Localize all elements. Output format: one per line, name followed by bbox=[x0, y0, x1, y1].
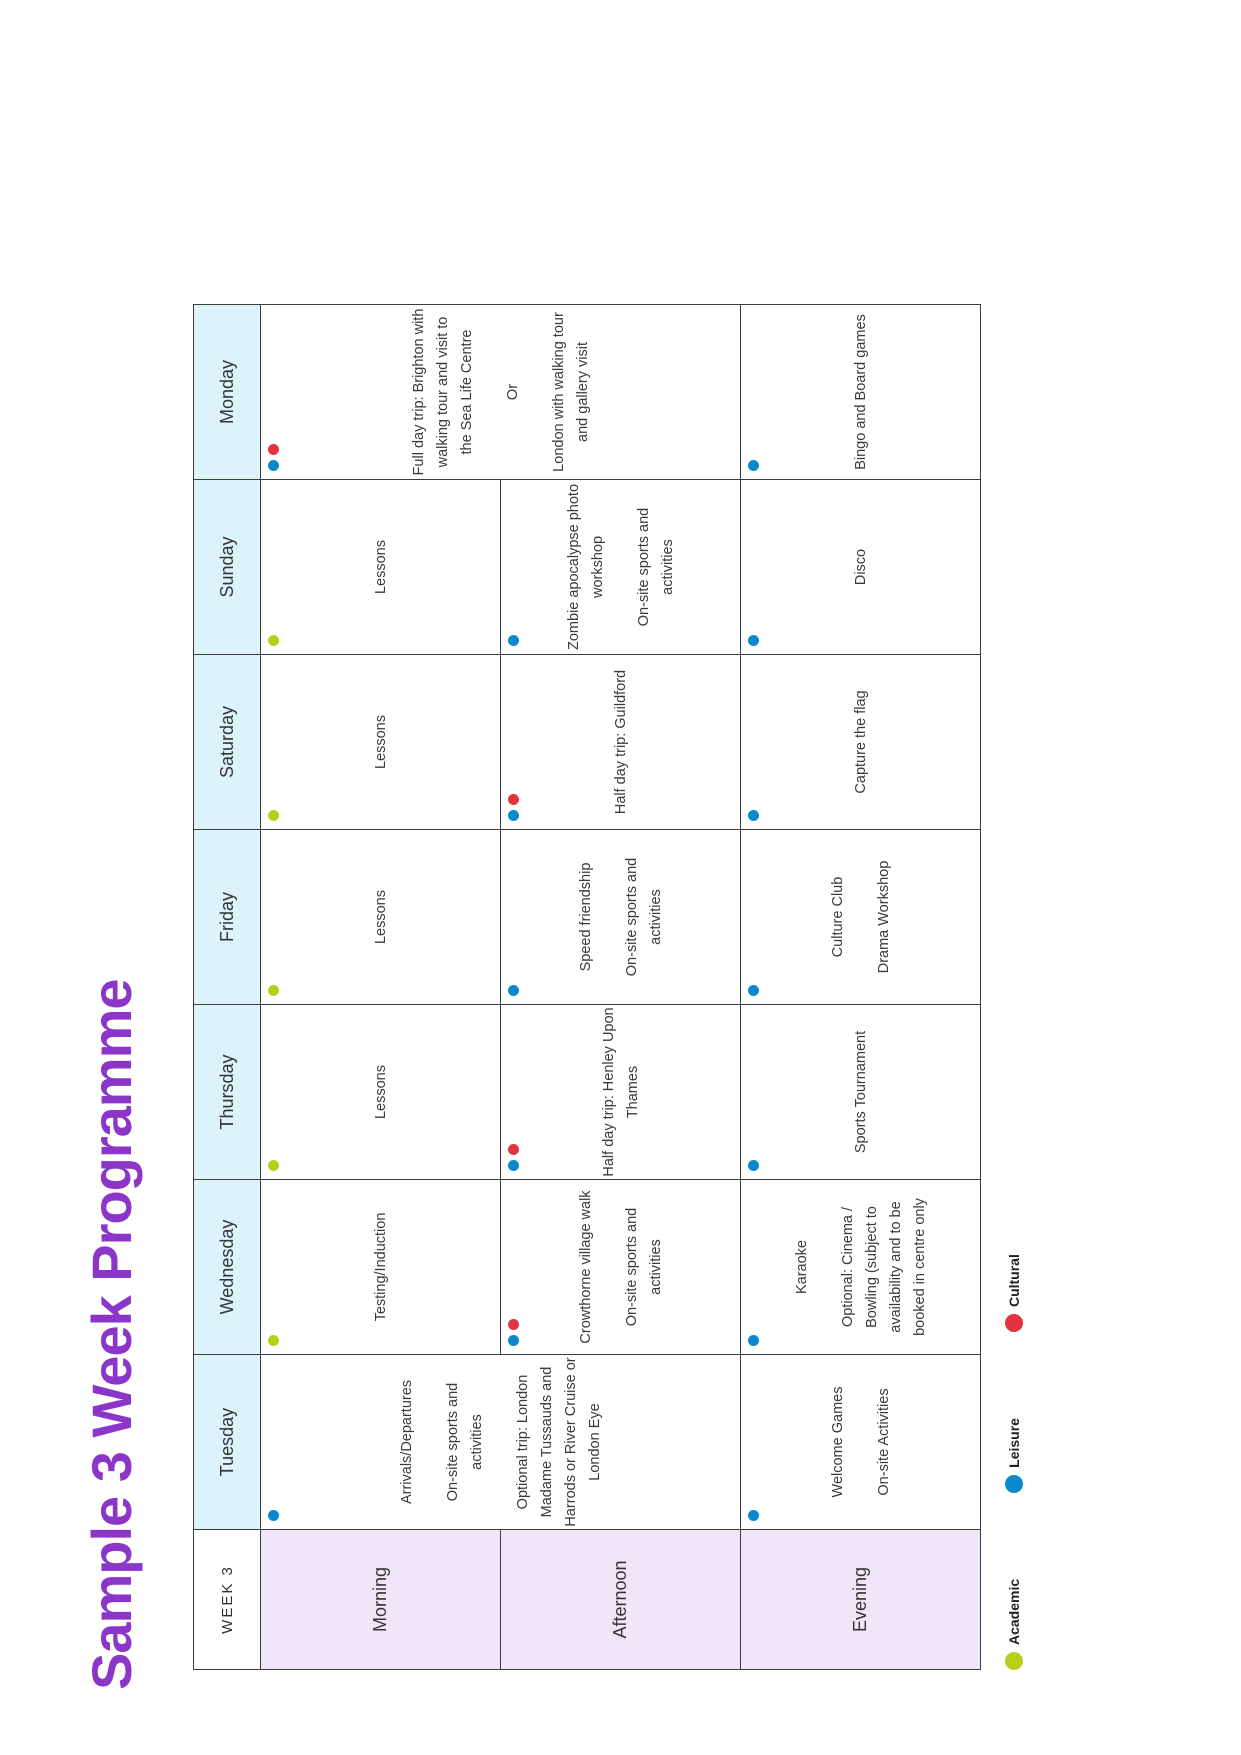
cell-wednesday-morning bbox=[261, 1180, 501, 1355]
leisure-dot-icon bbox=[748, 1335, 759, 1346]
leisure-dot-icon bbox=[748, 810, 759, 821]
activity-text: On-site sports and activities bbox=[444, 1382, 485, 1502]
day-header-thursday: Thursday bbox=[194, 1005, 261, 1180]
legend-item-academic bbox=[1005, 1579, 1023, 1670]
activity-text: Lessons bbox=[372, 1065, 389, 1120]
day-header-monday: Monday bbox=[194, 305, 261, 480]
week-label: WEEK 3 bbox=[194, 1530, 261, 1670]
category-dots bbox=[508, 794, 519, 821]
cell-saturday-morning bbox=[261, 655, 501, 830]
leisure-dot-icon bbox=[748, 985, 759, 996]
cell-tuesday-morning-afternoon bbox=[261, 1355, 741, 1530]
category-dots bbox=[268, 1335, 279, 1346]
activity-text: Full day trip: Brighton with walking tour and visit to the Sea Life Centre bbox=[410, 308, 475, 476]
row-evening bbox=[741, 305, 981, 1670]
cultural-dot-icon bbox=[508, 794, 519, 805]
category-dots bbox=[748, 985, 759, 996]
activity-text: On-site sports and activities bbox=[623, 1207, 664, 1327]
activity-text: Arrivals/Departures bbox=[398, 1379, 415, 1505]
cell-thursday-morning bbox=[261, 1005, 501, 1180]
activity-text: On-site sports and activities bbox=[635, 507, 676, 627]
activity-text: Or bbox=[504, 383, 521, 401]
cell-friday-evening bbox=[741, 830, 981, 1005]
category-dots bbox=[268, 1160, 279, 1171]
legend bbox=[1005, 1168, 1023, 1670]
activity-text: Zombie apocalypse photo workshop bbox=[565, 483, 606, 651]
activity-text: Crowthorne village walk bbox=[577, 1190, 594, 1344]
cell-monday-evening bbox=[741, 305, 981, 480]
cultural-dot-icon bbox=[268, 444, 279, 455]
leisure-dot-icon bbox=[748, 1160, 759, 1171]
day-header-sunday: Sunday bbox=[194, 480, 261, 655]
activity-text: Capture the flag bbox=[852, 690, 869, 794]
activity-text: On-site sports and activities bbox=[623, 857, 664, 977]
page-title: Sample 3 Week Programme bbox=[80, 979, 143, 1690]
day-header-wednesday: Wednesday bbox=[194, 1180, 261, 1355]
legend-dot-icon bbox=[1005, 1475, 1023, 1493]
day-header-saturday: Saturday bbox=[194, 655, 261, 830]
leisure-dot-icon bbox=[748, 635, 759, 646]
activity-text: Bingo and Board games bbox=[852, 314, 869, 470]
category-dots bbox=[748, 635, 759, 646]
category-dots bbox=[508, 1144, 519, 1171]
activity-text: Karaoke bbox=[793, 1240, 810, 1295]
legend-dot-icon bbox=[1005, 1314, 1023, 1332]
cultural-dot-icon bbox=[508, 1319, 519, 1330]
category-dots bbox=[268, 444, 279, 471]
category-dots bbox=[268, 985, 279, 996]
activity-text: Culture Club bbox=[829, 876, 846, 958]
leisure-dot-icon bbox=[268, 460, 279, 471]
cell-sunday-afternoon bbox=[501, 480, 741, 655]
cell-wednesday-afternoon bbox=[501, 1180, 741, 1355]
activity-text: Drama Workshop bbox=[875, 860, 892, 974]
cell-monday-morning-afternoon bbox=[261, 305, 741, 480]
activity-text: Testing/Induction bbox=[372, 1212, 389, 1322]
activity-text: Welcome Games bbox=[829, 1386, 846, 1498]
legend-label: Cultural bbox=[1006, 1254, 1022, 1308]
leisure-dot-icon bbox=[748, 460, 759, 471]
cultural-dot-icon bbox=[508, 1144, 519, 1155]
category-dots bbox=[508, 985, 519, 996]
leisure-dot-icon bbox=[508, 810, 519, 821]
category-dots bbox=[268, 635, 279, 646]
academic-dot-icon bbox=[268, 1160, 279, 1171]
activity-text: Half day trip: Henley Upon Thames bbox=[600, 1007, 641, 1177]
activity-text: Sports Tournament bbox=[852, 1030, 869, 1154]
cell-thursday-evening bbox=[741, 1005, 981, 1180]
activity-text: Optional trip: London Madame Tussauds and Harrods or River Cruise or London Eye bbox=[514, 1357, 603, 1527]
activity-text: Disco bbox=[852, 548, 869, 586]
cell-wednesday-evening bbox=[741, 1180, 981, 1355]
cell-saturday-evening bbox=[741, 655, 981, 830]
slot-afternoon: Afternoon bbox=[501, 1530, 741, 1670]
category-dots bbox=[268, 810, 279, 821]
category-dots bbox=[748, 460, 759, 471]
activity-text: Lessons bbox=[372, 890, 389, 945]
slot-evening: Evening bbox=[741, 1530, 981, 1670]
activity-text: Lessons bbox=[372, 715, 389, 770]
category-dots bbox=[748, 810, 759, 821]
leisure-dot-icon bbox=[268, 1510, 279, 1521]
cell-friday-afternoon bbox=[501, 830, 741, 1005]
cell-saturday-afternoon bbox=[501, 655, 741, 830]
leisure-dot-icon bbox=[508, 635, 519, 646]
academic-dot-icon bbox=[268, 635, 279, 646]
cell-sunday-evening bbox=[741, 480, 981, 655]
cell-tuesday-evening bbox=[741, 1355, 981, 1530]
header-row bbox=[194, 305, 261, 1670]
slot-morning: Morning bbox=[261, 1530, 501, 1670]
academic-dot-icon bbox=[268, 985, 279, 996]
legend-dot-icon bbox=[1005, 1652, 1023, 1670]
activity-text: Lessons bbox=[372, 540, 389, 595]
programme-table bbox=[193, 304, 981, 1670]
activity-text: Speed friendship bbox=[577, 862, 594, 972]
leisure-dot-icon bbox=[508, 985, 519, 996]
category-dots bbox=[268, 1510, 279, 1521]
category-dots bbox=[748, 1335, 759, 1346]
category-dots bbox=[508, 1319, 519, 1346]
activity-text: On-site Activities bbox=[875, 1388, 892, 1496]
legend-label: Leisure bbox=[1006, 1418, 1022, 1468]
category-dots bbox=[748, 1160, 759, 1171]
academic-dot-icon bbox=[268, 810, 279, 821]
leisure-dot-icon bbox=[748, 1510, 759, 1521]
activity-text: Optional: Cinema / Bowling (subject to availability and to be booked in centre only bbox=[839, 1198, 928, 1336]
row-morning bbox=[261, 305, 501, 1670]
cell-thursday-afternoon bbox=[501, 1005, 741, 1180]
legend-label: Academic bbox=[1006, 1578, 1022, 1645]
day-header-friday: Friday bbox=[194, 830, 261, 1005]
category-dots bbox=[508, 635, 519, 646]
category-dots bbox=[748, 1510, 759, 1521]
cell-sunday-morning bbox=[261, 480, 501, 655]
legend-item-cultural bbox=[1005, 1254, 1023, 1332]
leisure-dot-icon bbox=[508, 1160, 519, 1171]
academic-dot-icon bbox=[268, 1335, 279, 1346]
day-header-tuesday: Tuesday bbox=[194, 1355, 261, 1530]
leisure-dot-icon bbox=[508, 1335, 519, 1346]
activity-text: Half day trip: Guildford bbox=[612, 669, 629, 815]
legend-item-leisure bbox=[1005, 1418, 1023, 1493]
activity-text: London with walking tour and gallery visit bbox=[550, 312, 591, 472]
cell-friday-morning bbox=[261, 830, 501, 1005]
